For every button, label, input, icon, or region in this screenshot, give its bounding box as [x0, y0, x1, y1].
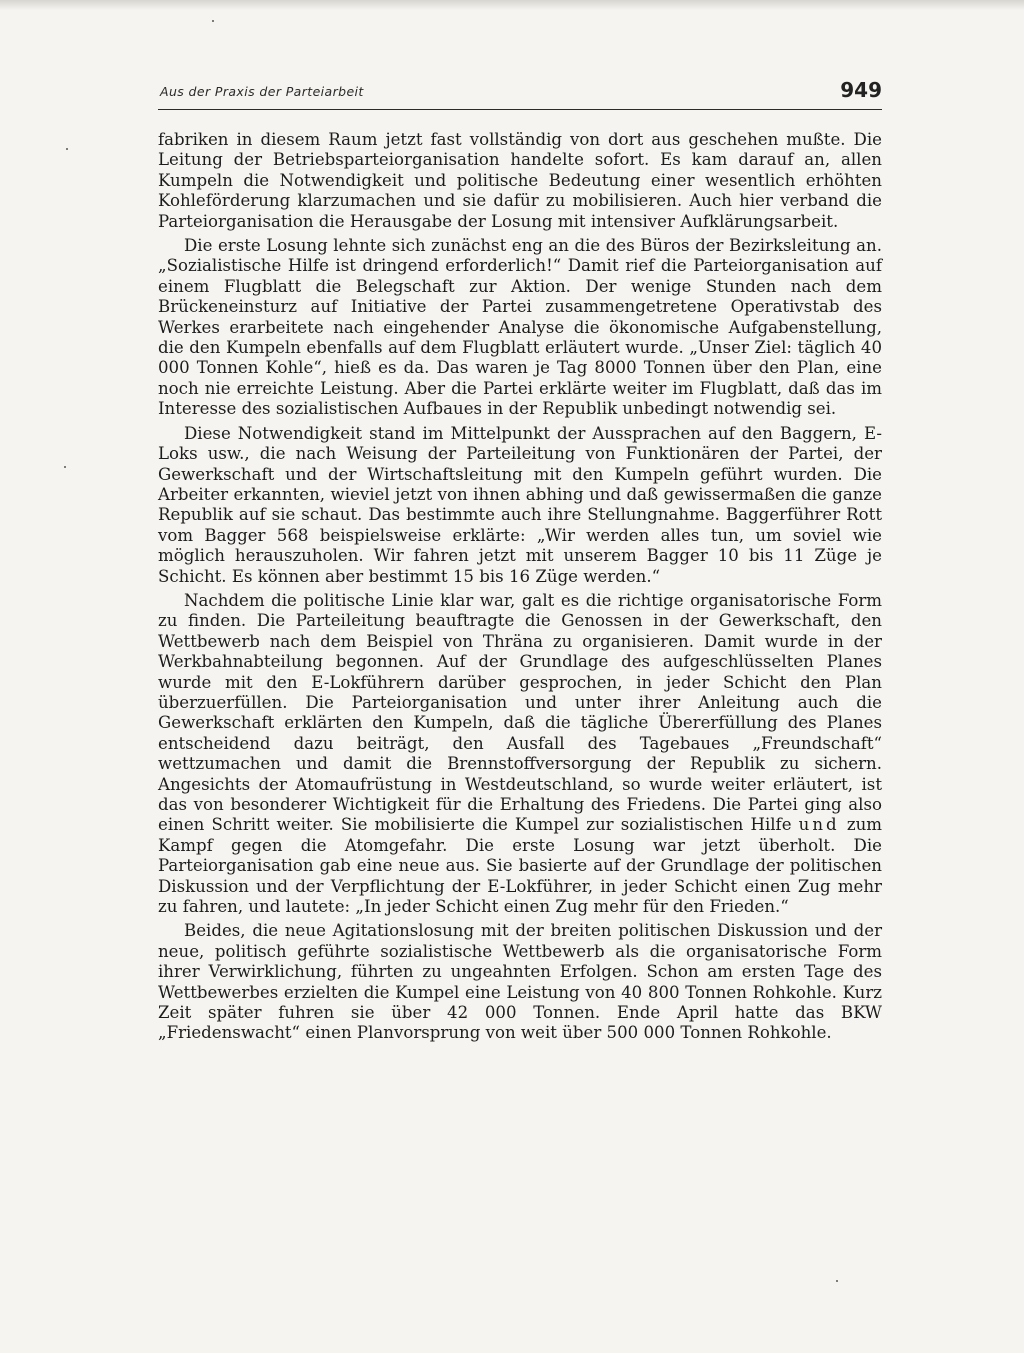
- paragraph-5: Beides, die neue Agitationslosung mit der breiten politischen Diskussion und der neue, politisch geführte sozialistische Wettbewerb als die organisatorische Form ihrer Verwirklichung, führten zu ungeahnten Erfolgen. Schon am ersten Tage des Wettbewerbes erzielten die Kumpel eine Leistung von 40 800 Tonnen Rohkohle. Kurz Zeit später fuhren sie über 42 000 Tonnen. Ende April hatte das BKW „Friedenswacht“ einen Planvorsprung von weit über 500 000 Tonnen Rohkohle.: [158, 921, 882, 1043]
- paragraph-2: Die erste Losung lehnte sich zunächst eng an die des Büros der Bezirksleitung an. „Sozialistische Hilfe ist dringend erforderlich!“ Damit rief die Parteiorganisation auf einem Flugblatt die Belegschaft zur Aktion. Der wenige Stunden nach dem Brückeneinsturz auf Initiative der Partei zusammengetretene Operativstab des Werkes erarbeitete nach eingehender Analyse die ökonomische Aufgabenstellung, die den Kumpeln ebenfalls auf dem Flugblatt erläutert wurde. „Unser Ziel: täglich 40 000 Tonnen Kohle“, hieß es da. Das waren je Tag 8000 Tonnen über den Plan, eine noch nie erreichte Leistung. Aber die Partei erklärte weiter im Flugblatt, daß das im Interesse des sozialistischen Aufbaues in der Republik unbedingt notwendig sei.: [158, 236, 882, 419]
- paragraph-4-tail: zum Kampf gegen die Atomgefahr. Die erste Losung war jetzt überholt. Die Parteiorganisation gab eine neue aus. Sie basierte auf der Grundlage der politischen Diskussion und der Verpflichtung der E-Lokführer, in jeder Schicht einen Zug mehr zu fahren, und lautete: „In jeder Schicht einen Zug mehr für den Frieden.“: [158, 815, 882, 917]
- paragraph-4: [158, 591, 882, 918]
- article-body: [158, 130, 882, 1048]
- paragraph-4-lead: Nachdem die politische Linie klar war, galt es die richtige organisatorische Form zu finden. Die Parteileitung beauftragte die Genossen in der Gewerkschaft, den Wettbewerb nach dem Beispiel von Thräna zu organisieren. Damit wurde in der Werkbahnabteilung begonnen. Auf der Grundlage des aufgeschlüsselten Planes wurde mit den E-Lokführern darüber gesprochen, in jeder Schicht den Plan überzuerfüllen. Die Parteiorganisation und unter ihrer Anleitung auch die Gewerkschaft erklärten den Kumpeln, daß die tägliche Übererfüllung des Planes entscheidend dazu beiträgt, den Ausfall des Tagebaues „Freundschaft“ wettzumachen und damit die Brennstoffversorgung der Republik zu sichern. Angesichts der Atomaufrüstung in Westdeutschland, so wurde weiter erläutert, ist das von besonderer Wichtigkeit für die Erhaltung des Friedens. Die Partei ging also einen Schritt weiter. Sie mobilisierte die Kumpel zur sozialistischen Hilfe: [158, 590, 882, 835]
- page-header: [158, 80, 882, 110]
- header-rule: [158, 109, 882, 110]
- page-number: 949: [840, 78, 882, 102]
- paragraph-3: Diese Notwendigkeit stand im Mittelpunkt der Aussprachen auf den Baggern, E-Loks usw., die nach Weisung der Parteileitung von Funktionären der Partei, der Gewerkschaft und der Wirtschaftsleitung mit den Kumpeln geführt wurden. Die Arbeiter erkannten, wieviel jetzt von ihnen abhing und daß gewissermaßen die ganze Republik auf sie schaut. Das bestimmte auch ihre Stellungnahme. Baggerführer Rott vom Bagger 568 beispielsweise erklärte: „Wir werden alles tun, um soviel wie möglich herauszuholen. Wir fahren jetzt mit unserem Bagger 10 bis 11 Züge je Schicht. Es können aber bestimmt 15 bis 16 Züge werden.“: [158, 423, 882, 586]
- spaced-emphasis: und: [798, 815, 840, 835]
- paragraph-1: fabriken in diesem Raum jetzt fast vollständig von dort aus geschehen mußte. Die Leitung der Betriebsparteiorganisation handelte sofort. Es kam darauf an, allen Kumpeln die Notwendigkeit und politische Bedeutung einer wesentlich erhöhten Kohleförderung klarzumachen und sie dafür zu mobilisieren. Auch hier verband die Parteiorganisation die Herausgabe der Losung mit intensiver Aufklärungsarbeit.: [158, 130, 882, 231]
- running-head: Aus der Praxis der Parteiarbeit: [160, 84, 364, 99]
- scan-speck: [212, 20, 214, 22]
- scan-speck: [64, 466, 66, 468]
- scan-speck: [66, 148, 68, 150]
- scan-top-edge: [0, 0, 1024, 10]
- scan-speck: [836, 1280, 838, 1282]
